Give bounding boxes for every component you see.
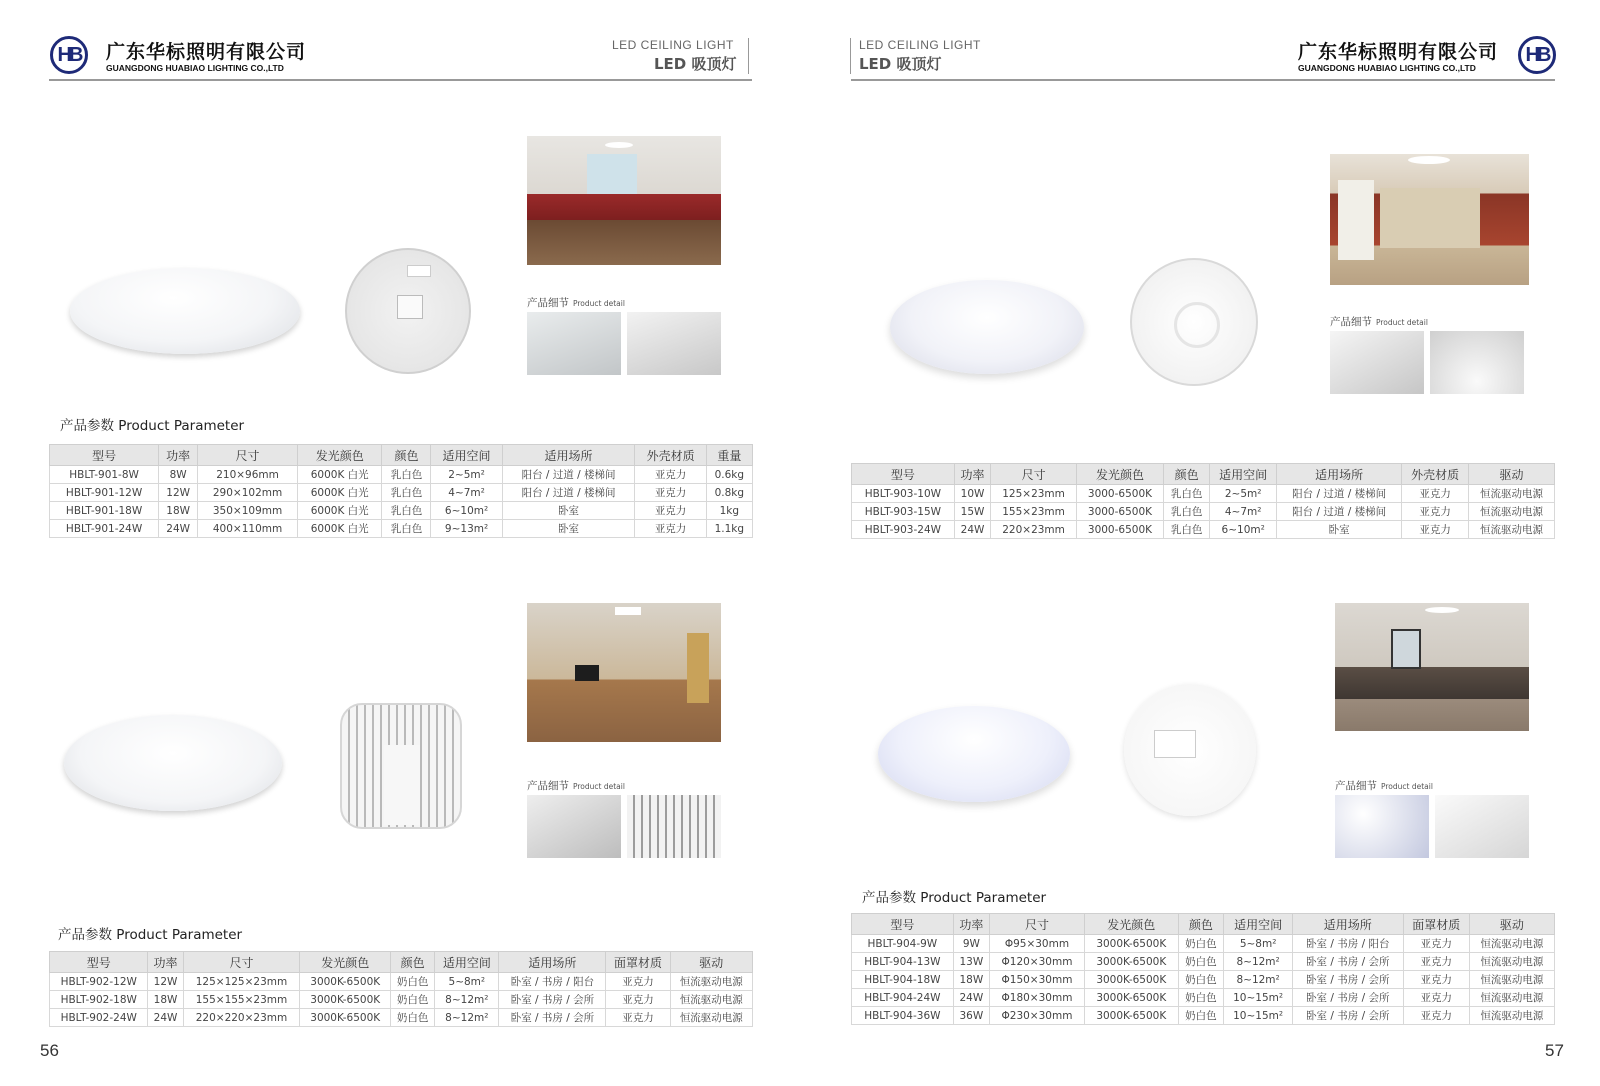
table-cell: 3000K-6500K xyxy=(300,973,391,991)
table-cell: 亚克力 xyxy=(1403,953,1469,971)
table-cell: 2~5m² xyxy=(431,466,502,484)
table-header-cell: 外壳材质 xyxy=(635,445,706,466)
company-name-cn: 广东华标照明有限公司 xyxy=(106,41,307,63)
table-cell: 卧室 / 书房 / 会所 xyxy=(1292,953,1403,971)
company-name-en: GUANGDONG HUABIAO LIGHTING CO.,LTD xyxy=(106,63,284,73)
table-cell: 3000K-6500K xyxy=(300,991,391,1009)
table-cell: 亚克力 xyxy=(1403,935,1469,953)
table-cell: 8~12m² xyxy=(435,1009,499,1027)
table-cell: Φ95×30mm xyxy=(989,935,1084,953)
table-cell: HBLT-901-12W xyxy=(50,484,159,502)
table-cell: 卧室 / 书房 / 会所 xyxy=(499,991,606,1009)
table-cell: 卧室 xyxy=(1277,521,1402,539)
table-cell: 亚克力 xyxy=(1402,503,1469,521)
table-cell: 卧室 / 书房 / 会所 xyxy=(1292,1007,1403,1025)
table-cell: 卧室 xyxy=(502,502,635,520)
table-cell: 亚克力 xyxy=(635,466,706,484)
table-header-cell: 适用场所 xyxy=(502,445,635,466)
product-image-901-front xyxy=(70,268,300,354)
table-row xyxy=(50,466,753,484)
product-detail-label: 产品细节 Product detail xyxy=(527,780,625,792)
table-cell: Φ230×30mm xyxy=(989,1007,1084,1025)
table-cell: 1kg xyxy=(706,502,752,520)
product-image-904-back xyxy=(1124,684,1256,816)
table-cell: 奶白色 xyxy=(1178,953,1224,971)
product-image-902-front xyxy=(64,715,282,811)
table-cell: 恒流驱动电源 xyxy=(1469,521,1555,539)
header-divider xyxy=(850,38,851,74)
table-cell: HBLT-902-18W xyxy=(50,991,148,1009)
table-cell: 6~10m² xyxy=(431,502,502,520)
table-header-cell: 颜色 xyxy=(1178,914,1224,935)
table-cell: 阳台 / 过道 / 楼梯间 xyxy=(1277,503,1402,521)
detail-thumb-902-2 xyxy=(627,795,721,858)
table-cell: 6000K 白光 xyxy=(297,520,382,538)
table-row xyxy=(50,1009,753,1027)
table-cell: 卧室 / 书房 / 会所 xyxy=(499,1009,606,1027)
param-table-901 xyxy=(49,444,753,538)
table-cell: HBLT-904-18W xyxy=(852,971,954,989)
table-cell: HBLT-904-24W xyxy=(852,989,954,1007)
scene-photo-living xyxy=(527,603,721,742)
table-cell: 恒流驱动电源 xyxy=(1469,989,1554,1007)
table-cell: 恒流驱动电源 xyxy=(1469,485,1555,503)
detail-thumb-904-2 xyxy=(1435,795,1529,858)
table-header-cell: 型号 xyxy=(852,914,954,935)
table-cell: 13W xyxy=(953,953,989,971)
table-header-cell: 型号 xyxy=(50,952,148,973)
table-cell: 乳白色 xyxy=(382,466,431,484)
table-header-row xyxy=(852,914,1555,935)
param-table-904 xyxy=(851,913,1555,1025)
table-cell: 10~15m² xyxy=(1224,1007,1293,1025)
table-row xyxy=(50,484,753,502)
detail-thumb-904-1 xyxy=(1335,795,1429,858)
table-cell: 155×23mm xyxy=(991,503,1076,521)
table-cell: 乳白色 xyxy=(382,520,431,538)
table-cell: 恒流驱动电源 xyxy=(670,973,752,991)
table-header-cell: 颜色 xyxy=(391,952,435,973)
table-row xyxy=(50,502,753,520)
table-cell: 奶白色 xyxy=(1178,971,1224,989)
table-cell: 阳台 / 过道 / 楼梯间 xyxy=(502,484,635,502)
product-image-902-back xyxy=(340,703,462,829)
table-cell: HBLT-904-13W xyxy=(852,953,954,971)
table-row xyxy=(50,991,753,1009)
table-header-cell: 尺寸 xyxy=(183,952,300,973)
param-title: 产品参数 Product Parameter xyxy=(58,927,243,943)
table-cell: 奶白色 xyxy=(391,991,435,1009)
param-title: 产品参数 Product Parameter xyxy=(60,418,245,434)
table-cell: 10~15m² xyxy=(1224,989,1293,1007)
table-cell: 15W xyxy=(954,503,991,521)
table-header-cell: 功率 xyxy=(954,464,991,485)
scene-photo-kitchen xyxy=(527,136,721,265)
table-cell: 18W xyxy=(148,991,183,1009)
table-cell: 220×23mm xyxy=(991,521,1076,539)
table-cell: 恒流驱动电源 xyxy=(670,1009,752,1027)
table-row xyxy=(852,521,1555,539)
page-number-right: 57 xyxy=(1545,1041,1564,1060)
company-logo: HB xyxy=(50,36,88,74)
product-image-901-back xyxy=(345,248,471,374)
table-cell: 9W xyxy=(953,935,989,953)
table-cell: HBLT-901-8W xyxy=(50,466,159,484)
table-cell: 恒流驱动电源 xyxy=(670,991,752,1009)
param-table-903 xyxy=(851,463,1555,539)
table-cell: 亚克力 xyxy=(1402,485,1469,503)
category-title-en: LED CEILING LIGHT xyxy=(612,38,734,52)
table-header-cell: 驱动 xyxy=(670,952,752,973)
detail-thumb-903-1 xyxy=(1330,331,1424,394)
table-cell: HBLT-902-24W xyxy=(50,1009,148,1027)
table-cell: 6000K 白光 xyxy=(297,502,382,520)
table-cell: 卧室 / 书房 / 会所 xyxy=(1292,989,1403,1007)
table-row xyxy=(852,971,1555,989)
table-cell: 400×110mm xyxy=(198,520,298,538)
table-cell: 乳白色 xyxy=(1164,503,1210,521)
table-row xyxy=(50,973,753,991)
table-cell: 220×220×23mm xyxy=(183,1009,300,1027)
table-cell: 恒流驱动电源 xyxy=(1469,935,1554,953)
product-detail-label: 产品细节 Product detail xyxy=(527,297,625,309)
table-cell: 9~13m² xyxy=(431,520,502,538)
header-divider xyxy=(748,38,749,74)
table-header-cell: 颜色 xyxy=(1164,464,1210,485)
table-cell: 6000K 白光 xyxy=(297,466,382,484)
product-image-904-front xyxy=(878,706,1070,802)
table-header-cell: 适用空间 xyxy=(1210,464,1277,485)
table-cell: 乳白色 xyxy=(382,502,431,520)
table-cell: 卧室 / 书房 / 阳台 xyxy=(1292,935,1403,953)
header-rule xyxy=(49,79,752,81)
table-cell: 奶白色 xyxy=(1178,989,1224,1007)
table-cell: 8W xyxy=(159,466,198,484)
table-header-row xyxy=(852,464,1555,485)
table-cell: 3000K-6500K xyxy=(1084,935,1178,953)
param-table-902 xyxy=(49,951,753,1027)
table-cell: 亚克力 xyxy=(1402,521,1469,539)
table-cell: 4~7m² xyxy=(431,484,502,502)
product-detail-label: 产品细节 Product detail xyxy=(1335,780,1433,792)
company-name-en: GUANGDONG HUABIAO LIGHTING CO.,LTD xyxy=(1298,63,1476,73)
table-cell: 亚克力 xyxy=(1403,989,1469,1007)
table-cell: 155×155×23mm xyxy=(183,991,300,1009)
company-name-cn: 广东华标照明有限公司 xyxy=(1298,41,1499,63)
table-cell: 2~5m² xyxy=(1210,485,1277,503)
table-cell: Φ120×30mm xyxy=(989,953,1084,971)
table-header-cell: 发光颜色 xyxy=(300,952,391,973)
table-cell: Φ180×30mm xyxy=(989,989,1084,1007)
table-cell: 8~12m² xyxy=(1224,953,1293,971)
table-cell: 18W xyxy=(159,502,198,520)
table-cell: 36W xyxy=(953,1007,989,1025)
detail-thumb-903-2 xyxy=(1430,331,1524,394)
table-cell: 5~8m² xyxy=(1224,935,1293,953)
table-cell: 3000K-6500K xyxy=(300,1009,391,1027)
table-cell: 奶白色 xyxy=(391,973,435,991)
table-cell: HBLT-901-24W xyxy=(50,520,159,538)
table-cell: 3000-6500K xyxy=(1076,485,1163,503)
scene-photo-bedroom xyxy=(1330,154,1529,285)
detail-thumb-901-1 xyxy=(527,312,621,375)
table-cell: 24W xyxy=(159,520,198,538)
table-header-cell: 发光颜色 xyxy=(1084,914,1178,935)
table-cell: HBLT-902-12W xyxy=(50,973,148,991)
table-cell: 亚克力 xyxy=(635,484,706,502)
table-header-cell: 功率 xyxy=(159,445,198,466)
table-cell: 3000K-6500K xyxy=(1084,953,1178,971)
table-cell: 1.1kg xyxy=(706,520,752,538)
table-header-cell: 适用场所 xyxy=(1292,914,1403,935)
table-header-cell: 尺寸 xyxy=(989,914,1084,935)
table-cell: 210×96mm xyxy=(198,466,298,484)
table-header-cell: 型号 xyxy=(852,464,955,485)
table-cell: 奶白色 xyxy=(1178,935,1224,953)
table-cell: 恒流驱动电源 xyxy=(1469,953,1554,971)
scene-photo-master-bedroom xyxy=(1335,603,1529,731)
table-cell: 8~12m² xyxy=(1224,971,1293,989)
table-header-cell: 颜色 xyxy=(382,445,431,466)
table-cell: 亚克力 xyxy=(606,973,670,991)
table-header-cell: 面罩材质 xyxy=(1403,914,1469,935)
category-title-en: LED CEILING LIGHT xyxy=(859,38,981,52)
table-row xyxy=(50,520,753,538)
table-row xyxy=(852,503,1555,521)
table-cell: HBLT-901-18W xyxy=(50,502,159,520)
table-cell: HBLT-904-36W xyxy=(852,1007,954,1025)
table-cell: 亚克力 xyxy=(606,1009,670,1027)
table-cell: 6~10m² xyxy=(1210,521,1277,539)
table-cell: HBLT-903-10W xyxy=(852,485,955,503)
table-cell: 阳台 / 过道 / 楼梯间 xyxy=(502,466,635,484)
product-detail-label: 产品细节 Product detail xyxy=(1330,316,1428,328)
table-header-cell: 适用场所 xyxy=(499,952,606,973)
table-cell: 18W xyxy=(953,971,989,989)
table-cell: 乳白色 xyxy=(1164,485,1210,503)
table-header-cell: 功率 xyxy=(148,952,183,973)
table-header-cell: 功率 xyxy=(953,914,989,935)
table-header-row xyxy=(50,952,753,973)
table-cell: 0.6kg xyxy=(706,466,752,484)
table-cell: 奶白色 xyxy=(1178,1007,1224,1025)
table-header-cell: 型号 xyxy=(50,445,159,466)
table-cell: 10W xyxy=(954,485,991,503)
product-image-903-back xyxy=(1130,258,1258,386)
table-row xyxy=(852,1007,1555,1025)
param-title: 产品参数 Product Parameter xyxy=(862,890,1047,906)
table-row xyxy=(852,989,1555,1007)
table-header-cell: 尺寸 xyxy=(198,445,298,466)
table-row xyxy=(852,935,1555,953)
product-image-903-front xyxy=(890,280,1084,374)
table-cell: 0.8kg xyxy=(706,484,752,502)
table-header-cell: 发光颜色 xyxy=(1076,464,1163,485)
table-cell: 乳白色 xyxy=(1164,521,1210,539)
table-cell: 3000-6500K xyxy=(1076,521,1163,539)
table-cell: 3000K-6500K xyxy=(1084,1007,1178,1025)
table-header-cell: 适用场所 xyxy=(1277,464,1402,485)
table-cell: 5~8m² xyxy=(435,973,499,991)
table-cell: 乳白色 xyxy=(382,484,431,502)
table-header-cell: 适用空间 xyxy=(435,952,499,973)
category-title-cn: LED 吸顶灯 xyxy=(654,55,737,73)
page-number-left: 56 xyxy=(40,1041,59,1060)
table-cell: 8~12m² xyxy=(435,991,499,1009)
table-cell: 125×125×23mm xyxy=(183,973,300,991)
table-cell: 卧室 / 书房 / 会所 xyxy=(1292,971,1403,989)
table-header-cell: 发光颜色 xyxy=(297,445,382,466)
table-cell: 12W xyxy=(159,484,198,502)
table-cell: 12W xyxy=(148,973,183,991)
table-cell: 恒流驱动电源 xyxy=(1469,971,1554,989)
table-cell: 3000K-6500K xyxy=(1084,971,1178,989)
table-cell: 卧室 / 书房 / 阳台 xyxy=(499,973,606,991)
table-cell: 亚克力 xyxy=(635,502,706,520)
header-rule xyxy=(851,79,1555,81)
table-header-cell: 外壳材质 xyxy=(1402,464,1469,485)
category-title-cn: LED 吸顶灯 xyxy=(859,55,942,73)
table-cell: 亚克力 xyxy=(635,520,706,538)
detail-thumb-902-1 xyxy=(527,795,621,858)
table-header-cell: 面罩材质 xyxy=(606,952,670,973)
table-header-row xyxy=(50,445,753,466)
table-cell: 24W xyxy=(954,521,991,539)
table-cell: 290×102mm xyxy=(198,484,298,502)
table-header-cell: 尺寸 xyxy=(991,464,1076,485)
table-cell: 350×109mm xyxy=(198,502,298,520)
table-cell: HBLT-904-9W xyxy=(852,935,954,953)
table-cell: 恒流驱动电源 xyxy=(1469,1007,1554,1025)
table-cell: 恒流驱动电源 xyxy=(1469,503,1555,521)
table-header-cell: 驱动 xyxy=(1469,464,1555,485)
table-cell: 24W xyxy=(148,1009,183,1027)
table-cell: 3000-6500K xyxy=(1076,503,1163,521)
table-cell: 125×23mm xyxy=(991,485,1076,503)
table-cell: HBLT-903-15W xyxy=(852,503,955,521)
table-header-cell: 驱动 xyxy=(1469,914,1554,935)
table-cell: 奶白色 xyxy=(391,1009,435,1027)
table-cell: 阳台 / 过道 / 楼梯间 xyxy=(1277,485,1402,503)
table-cell: 亚克力 xyxy=(1403,971,1469,989)
table-cell: 亚克力 xyxy=(606,991,670,1009)
table-row xyxy=(852,485,1555,503)
table-cell: 24W xyxy=(953,989,989,1007)
table-header-cell: 重量 xyxy=(706,445,752,466)
table-header-cell: 适用空间 xyxy=(1224,914,1293,935)
table-cell: Φ150×30mm xyxy=(989,971,1084,989)
table-cell: HBLT-903-24W xyxy=(852,521,955,539)
company-logo: HB xyxy=(1518,36,1556,74)
detail-thumb-901-2 xyxy=(627,312,721,375)
table-cell: 亚克力 xyxy=(1403,1007,1469,1025)
table-cell: 3000K-6500K xyxy=(1084,989,1178,1007)
table-row xyxy=(852,953,1555,971)
table-cell: 6000K 白光 xyxy=(297,484,382,502)
table-cell: 卧室 xyxy=(502,520,635,538)
table-cell: 4~7m² xyxy=(1210,503,1277,521)
table-header-cell: 适用空间 xyxy=(431,445,502,466)
